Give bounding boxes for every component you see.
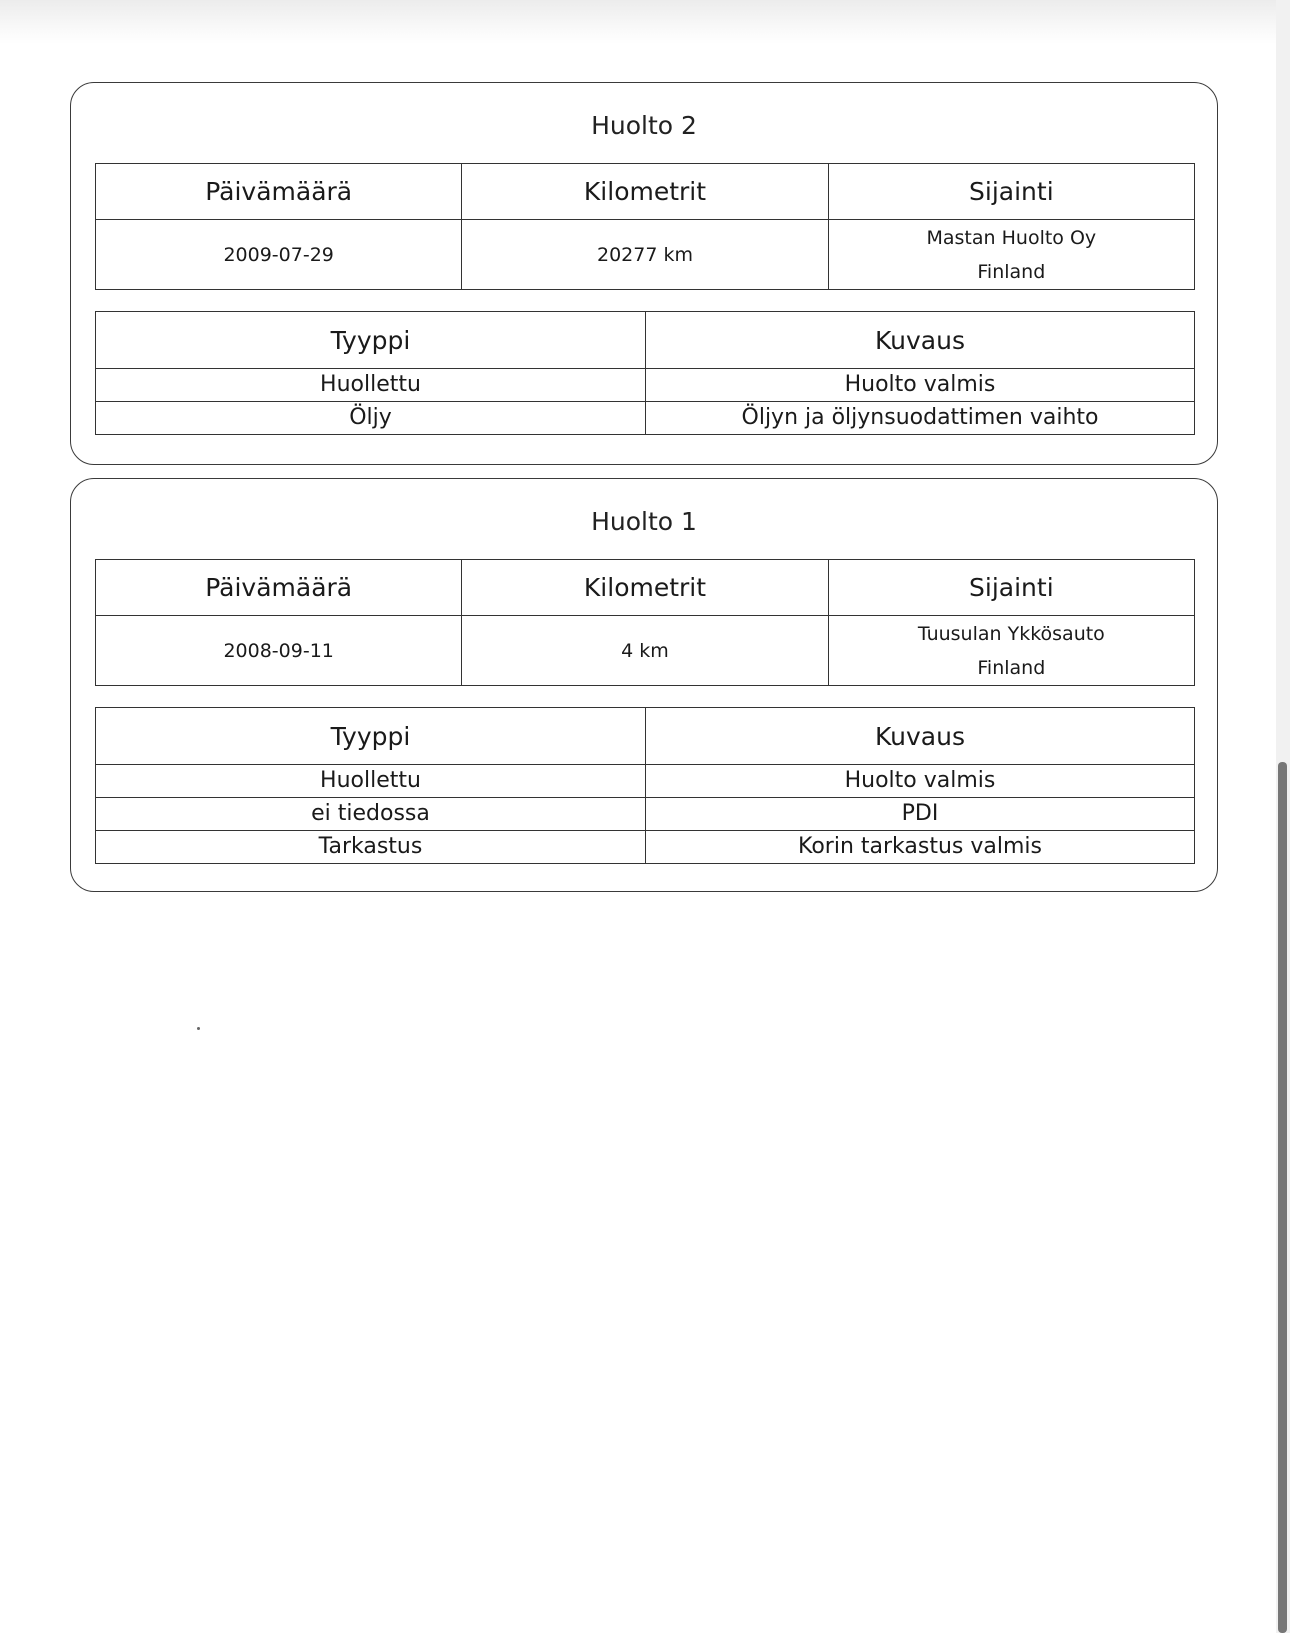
location-value bbox=[828, 616, 1194, 686]
location-country: Finland bbox=[977, 656, 1046, 679]
table-row bbox=[96, 402, 1195, 435]
vertical-scrollbar[interactable] bbox=[1278, 762, 1287, 1633]
type-cell: Huollettu bbox=[96, 369, 646, 402]
type-cell: Huollettu bbox=[96, 765, 646, 798]
table-row bbox=[96, 798, 1195, 831]
description-header: Kuvaus bbox=[646, 312, 1195, 369]
type-cell: Öljy bbox=[96, 402, 646, 435]
top-shade bbox=[0, 0, 1290, 44]
type-header: Tyyppi bbox=[96, 708, 646, 765]
description-cell: PDI bbox=[646, 798, 1195, 831]
date-value: 2009-07-29 bbox=[96, 220, 462, 290]
table-row bbox=[96, 765, 1195, 798]
date-value: 2008-09-11 bbox=[96, 616, 462, 686]
km-header: Kilometrit bbox=[462, 560, 828, 616]
location-value bbox=[828, 220, 1194, 290]
location-header: Sijainti bbox=[828, 560, 1194, 616]
scan-speck bbox=[197, 1027, 200, 1030]
type-cell: ei tiedossa bbox=[96, 798, 646, 831]
service-type-table bbox=[95, 311, 1195, 435]
description-cell: Öljyn ja öljynsuodattimen vaihto bbox=[646, 402, 1195, 435]
type-cell: Tarkastus bbox=[96, 831, 646, 864]
table-row bbox=[96, 831, 1195, 864]
description-header: Kuvaus bbox=[646, 708, 1195, 765]
date-header: Päivämäärä bbox=[96, 560, 462, 616]
table-row bbox=[96, 369, 1195, 402]
service-info-table bbox=[95, 163, 1195, 290]
km-value: 4 km bbox=[462, 616, 828, 686]
location-header: Sijainti bbox=[828, 164, 1194, 220]
location-name: Mastan Huolto Oy bbox=[926, 226, 1097, 249]
type-header: Tyyppi bbox=[96, 312, 646, 369]
km-value: 20277 km bbox=[462, 220, 828, 290]
service-card-huolto-2 bbox=[70, 82, 1218, 465]
description-cell: Korin tarkastus valmis bbox=[646, 831, 1195, 864]
location-country: Finland bbox=[977, 260, 1046, 283]
description-cell: Huolto valmis bbox=[646, 369, 1195, 402]
service-title: Huolto 1 bbox=[591, 507, 697, 536]
service-card-huolto-1 bbox=[70, 478, 1218, 892]
km-header: Kilometrit bbox=[462, 164, 828, 220]
date-header: Päivämäärä bbox=[96, 164, 462, 220]
service-type-table bbox=[95, 707, 1195, 864]
location-name: Tuusulan Ykkösauto bbox=[917, 622, 1105, 645]
description-cell: Huolto valmis bbox=[646, 765, 1195, 798]
service-info-table bbox=[95, 559, 1195, 686]
service-title: Huolto 2 bbox=[591, 111, 697, 140]
